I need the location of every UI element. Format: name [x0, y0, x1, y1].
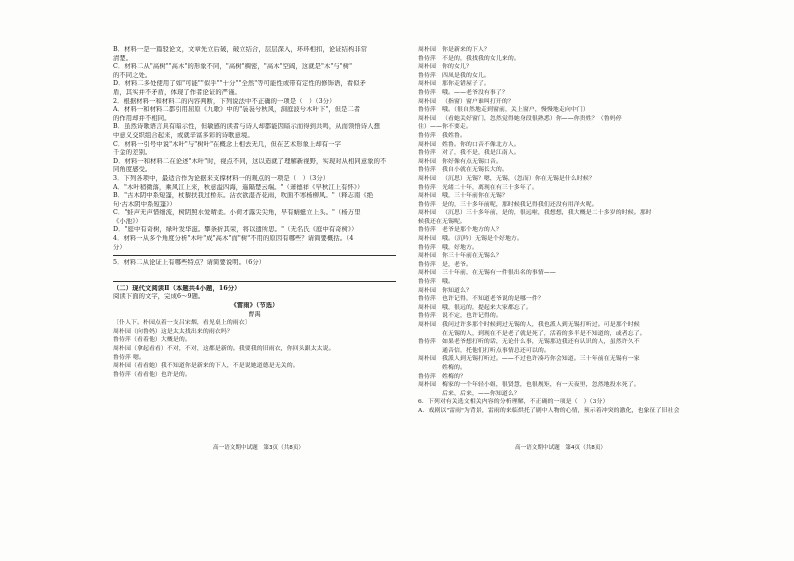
dialogue-line: [418, 158, 701, 167]
speech-text: 三十年前，在无锡有一件很出名的事情——: [442, 270, 556, 277]
script-line: 鲁侍萍（看着他）大概是的。: [113, 337, 191, 344]
speaker-name: 周朴园: [418, 141, 436, 148]
text-line: 的作用却并不相同。: [113, 114, 171, 122]
speech-text: 梅家的一个年轻小姐，很贤慧，也很规矩，有一天夜里，忽然地投水死了。: [442, 382, 640, 389]
dialogue-continuation: 候我还在无锡呢。: [418, 218, 466, 225]
dialogue-line: [418, 373, 701, 382]
speech-text: 说不定，也许记得的。: [442, 313, 502, 320]
speaker-name: 周朴园: [418, 322, 436, 328]
speaker-name: 鲁侍萍: [418, 244, 436, 251]
dialogue-line: [418, 175, 701, 184]
text-line: 《小池》）: [113, 217, 142, 225]
speech-text: 你三十年前在无锡么？: [442, 253, 502, 260]
speaker-name: 鲁侍萍: [418, 72, 436, 79]
speaker-name: 周朴园: [418, 81, 436, 88]
dialogue-block-2: [418, 132, 701, 218]
dialogue-block-3: [418, 226, 701, 398]
dialogue-line: [418, 235, 701, 244]
speaker-name: 鲁侍萍: [418, 373, 436, 380]
speech-text: 我派人到无锡打听过。——不过也许凑巧你会知道。三十年前在无锡有一家: [442, 356, 640, 363]
dialogue-line: [418, 184, 701, 193]
speech-text: 老爷是那个地方的人？: [442, 227, 502, 234]
dialogue-line: [418, 338, 701, 347]
dialogue-line: [418, 209, 701, 218]
text-line: A．"木叶稍微落，乘风江上来，秋意溢四海，遥隔楚云端。"（萧德祥《早秋江上有怀》）: [113, 183, 364, 191]
dialogue-line: [418, 192, 701, 201]
dialogue-block-1: [418, 46, 701, 123]
speech-text: 四凤是我的女儿。: [442, 72, 490, 79]
speaker-name: 周朴园: [418, 158, 436, 165]
dialogue-line: [418, 364, 701, 373]
text-line: 同角度感受。: [113, 166, 152, 174]
speaker-name: 鲁侍萍: [418, 201, 436, 208]
divider: [113, 255, 396, 256]
speech-text: （看她关好窗门，忽然觉得她身段很熟悉）你——你贵姓？（鲁妈停: [442, 115, 622, 122]
text-line: B．材料一是一篇驳论文，文章先立后破，破立结合，层层深入，环环相扣，论证结构非常: [113, 46, 368, 53]
dialogue-line: [418, 269, 701, 278]
speaker-name: 鲁侍萍: [418, 184, 436, 191]
speaker-name: 鲁侍萍: [418, 55, 436, 62]
text-line: A．材料一和材料二都引用屈原《九歌》中的"袅袅兮秋风，洞庭波兮木叶下"，但是二者: [113, 106, 361, 114]
text-line: 4．材料一从多个角度分析"木叶"成"高木"而"树"不用的原因有哪些？请简要概括。（4: [113, 235, 354, 243]
speech-text: 是，老爷。: [442, 261, 472, 268]
text-line: B．虽然诗歌语言具有暗示性，但敏感的读者与诗人却都能因暗示而得到共鸣，从而领悟诗人想: [113, 123, 380, 131]
dialogue-line: [418, 278, 701, 287]
speaker-name: 周朴园: [418, 98, 436, 105]
dialogue-line: [418, 63, 701, 72]
speech-text: 那你走错屋子了。: [442, 81, 490, 88]
speaker-name: 鲁侍萍: [418, 150, 436, 157]
dialogue-line: [418, 295, 701, 304]
speech-text: 哦，三十年前你在无锡？: [442, 193, 508, 200]
play-excerpt-start: [113, 319, 396, 379]
text-line: 的不同之处。: [113, 71, 152, 79]
section-intro: 阅读下面的文字，完成6～9题。: [113, 293, 205, 301]
dialogue-line: [418, 46, 701, 55]
speech-text: 你是新来的下人？: [442, 47, 490, 53]
speaker-name: 周朴园: [418, 236, 436, 243]
speaker-name: 周朴园: [418, 64, 436, 71]
speech-text: 哦，很远的，提起来大家都忘了。: [442, 304, 532, 311]
left-column: [113, 46, 396, 436]
speaker-name: 鲁侍萍: [418, 296, 436, 303]
text-line: B．"古木阴中系短篷，杖藜扶我过桥东。沾衣欲湿杏花雨，吹面不寒杨柳风。"（释志南《绝: [113, 192, 374, 200]
dialogue-line: [418, 80, 701, 89]
speaker-name: 鲁侍萍: [418, 107, 436, 114]
text-line: 句·古木阴中系短篷》）: [113, 200, 176, 208]
question-6-option-a: A．戏剧以"雷雨"为背景，雷雨的来临烘托了剧中人物的心情，预示着冲突的激化，也象征了旧社会: [418, 407, 680, 414]
speech-text: 你知道么？: [442, 287, 472, 294]
speaker-name: 周朴园: [418, 210, 436, 217]
dialogue-line: [418, 390, 701, 399]
text-line: D．材料一和材料二在论述"木叶"时，视点不同，这以造就了理解新视野，实现对从相同意象的不: [113, 157, 387, 165]
dialogue-line: [418, 304, 701, 313]
script-line: 〔仆人下。朴园点着一支吕宋烟，看见桌上的雨衣〕: [113, 320, 251, 327]
dialogue-line: [418, 355, 701, 364]
dialogue-line: [418, 166, 701, 175]
script-line: 鲁侍萍 嗯。: [113, 354, 145, 361]
dialogue-line: [418, 89, 701, 98]
speech-text: 哦。（很自然地走到窗前，关上窗户，慢慢地走向中门）: [442, 107, 589, 114]
speech-text: 在无锡的人，到现在不是老了就是死了，活着的多半是不知道的，或者忘了。: [442, 330, 646, 337]
speaker-name: 周朴园: [418, 115, 436, 122]
page-footer-right: 高一语文期中试题 第4页（共8页）: [515, 445, 607, 451]
speaker-name: 周朴园: [418, 382, 436, 389]
speech-text: 对了，我不是，我是江南人。: [442, 150, 520, 157]
speech-text: （沉思）无锡？嗯，无锡，（忽而）你在无锡是什么时候？: [442, 175, 595, 182]
speech-text: 哦，好地方。: [442, 244, 478, 251]
speech-text: 你好像有点无锡口音。: [442, 158, 502, 165]
text-line: 3．下列各项中，最适合作为论据来支撑材料一的观点的一项是（ ）（3分）: [113, 174, 330, 182]
dialogue-line: [418, 55, 701, 64]
dialogue-line: [418, 312, 701, 321]
speaker-name: 鲁侍萍: [418, 227, 436, 234]
speech-text: 哦。: [442, 279, 454, 286]
text-line: 盾，其实并不矛盾，体现了作者论证的严谨。: [113, 88, 241, 96]
dialogue-line: [418, 149, 701, 158]
text-line: C．"蛙声无声惜细流，树阴照水爱晴柔。小荷才露尖尖角，早有蜻蜓立上头。"（杨万里: [113, 209, 361, 217]
question-5: 5．材料二从论证上有哪些特点？请简要说明。（6分）: [113, 259, 266, 267]
speech-text: 不是的，我找我的女儿来的。: [442, 55, 520, 62]
script-line: 周朴园（向鲁妈）这是太太找出来的雨衣吗？: [113, 328, 233, 335]
dialogue-line: [418, 72, 701, 81]
text-line: 2．根据材料一和材料二的内容判断，下列说法中不正确的一项是（ ）（3分）: [113, 97, 336, 105]
dialogue-line: [418, 226, 701, 235]
dialogue-continuation: 住）——你不要走。: [418, 124, 472, 131]
play-author: 曹禺: [248, 310, 261, 318]
speech-text: 光绪二十年，离现在有三十多年了。: [442, 184, 538, 191]
text-line: 千金的差别。: [113, 149, 152, 157]
dialogue-line: [418, 132, 701, 141]
speaker-name: 周朴园: [418, 287, 436, 294]
speech-text: 我问过许多那个时候到过无锡的人，我也派人到无锡打听过。可是那个时候: [442, 322, 640, 328]
speech-text: 如果老爷想打听的话，无论什么事，无锡那边我还有认识的人，虽然许久不: [442, 339, 640, 346]
text-line: D．材料二多处使用了如"可能""似乎""十分""全然"等可能性或带有定性的修饰语，看似矛: [113, 80, 367, 88]
speech-text: 姓梅的？: [442, 373, 466, 380]
dialogue-line: [418, 244, 701, 253]
page-footer-left: 高一语文期中试题 第3页（共8页）: [213, 445, 305, 451]
speech-text: （指窗）窗户谁叫打开的？: [442, 98, 514, 105]
dialogue-line: [418, 141, 701, 150]
play-title: 《雷雨》（节选）: [230, 302, 279, 310]
dialogue-line: [418, 321, 701, 330]
dialogue-line: [418, 252, 701, 261]
dialogue-line: [418, 115, 701, 124]
speech-text: 通音信，托他们打听点事情总还可以的。: [442, 347, 550, 354]
text-line: C．材料二从"高树""高木"的形象不同，"高树"稠密，"高木"空阔，这就是"木"与"树": [113, 63, 353, 71]
dialogue-line: [418, 201, 701, 210]
text-line: 清楚。: [113, 54, 133, 62]
speaker-name: 周朴园: [418, 304, 436, 311]
text-line: 中意义交织组合起来，或就辛富多彩的诗歌意境。: [113, 131, 254, 139]
text-line: C．材料一引号中说"木叶"与"树叶"在概念上相去无几，但在艺术形象上却有一字: [113, 140, 341, 148]
speech-text: 我姓鲁。: [442, 132, 466, 139]
text-line: 分）: [113, 243, 126, 251]
speaker-name: 鲁侍萍: [418, 313, 436, 320]
script-line: 周朴园（拿起看看）不对，不对，这都是新的。我要我的旧雨衣，你回头跟太太说。: [113, 346, 335, 352]
speaker-name: 鲁侍萍: [418, 261, 436, 268]
dialogue-line: [418, 261, 701, 270]
speaker-name: 鲁侍萍: [418, 167, 436, 174]
speech-text: 姓梅的。: [442, 364, 466, 371]
speaker-name: 周朴园: [418, 47, 436, 53]
text-line: D．"庭中有奇树，绿叶发华滋。攀条折其荣，将以遗所思。"（无名氏《庭中有奇树》）: [113, 226, 358, 234]
dialogue-line: [418, 381, 701, 390]
speech-text: 哦。（沉吟）无锡是个好地方。: [442, 236, 523, 243]
speech-text: 我自小就在无锡长大的。: [442, 167, 508, 174]
divider: [113, 281, 396, 282]
speaker-name: 鲁侍萍: [418, 279, 436, 286]
dialogue-line: [418, 330, 701, 339]
script-line: 周朴园（看看她）我不知道你是新来的下人，不是说她道德是无关的。: [113, 363, 299, 370]
speech-text: 后来，后来，——你知道么？: [442, 390, 520, 397]
speaker-name: 鲁侍萍: [418, 132, 436, 139]
dialogue-line: [418, 287, 701, 296]
speech-text: 姓鲁。你的口音不像北方人。: [442, 141, 520, 148]
script-line: 鲁侍萍（看看他）也许是的。: [113, 371, 191, 378]
speech-text: 是的，三十多年前呢，那时候我记得我们还没有用洋火呢。: [442, 201, 598, 208]
speech-text: 你的女儿？: [442, 64, 472, 71]
question-block-top: [113, 46, 396, 252]
speech-text: （沉思）三十多年前，是的，很远啦，我想想，我大概是二十多岁的时候。那时: [442, 210, 652, 217]
dialogue-line: [418, 347, 701, 356]
dialogue-line: [418, 106, 701, 115]
question-6: 6．下列对有关选文相关内容的分析理解，不正确的一项是（ ）（3分）: [418, 399, 609, 406]
speaker-name: 周朴园: [418, 193, 436, 200]
section-header: （二）现代文阅读Ⅱ（本题共4小题，16分）: [113, 284, 241, 292]
speaker-name: 周朴园: [418, 356, 436, 363]
speaker-name: 周朴园: [418, 270, 436, 277]
speaker-name: 周朴园: [418, 175, 436, 182]
speech-text: 也许记得，不知道老爷说的是哪一件？: [442, 296, 544, 303]
speaker-name: 鲁侍萍: [418, 339, 436, 346]
speaker-name: 鲁侍萍: [418, 89, 436, 96]
right-column: [418, 46, 701, 436]
speech-text: 哦。——老爷没有事了？: [442, 89, 508, 96]
speaker-name: 周朴园: [418, 253, 436, 260]
dialogue-line: [418, 98, 701, 107]
